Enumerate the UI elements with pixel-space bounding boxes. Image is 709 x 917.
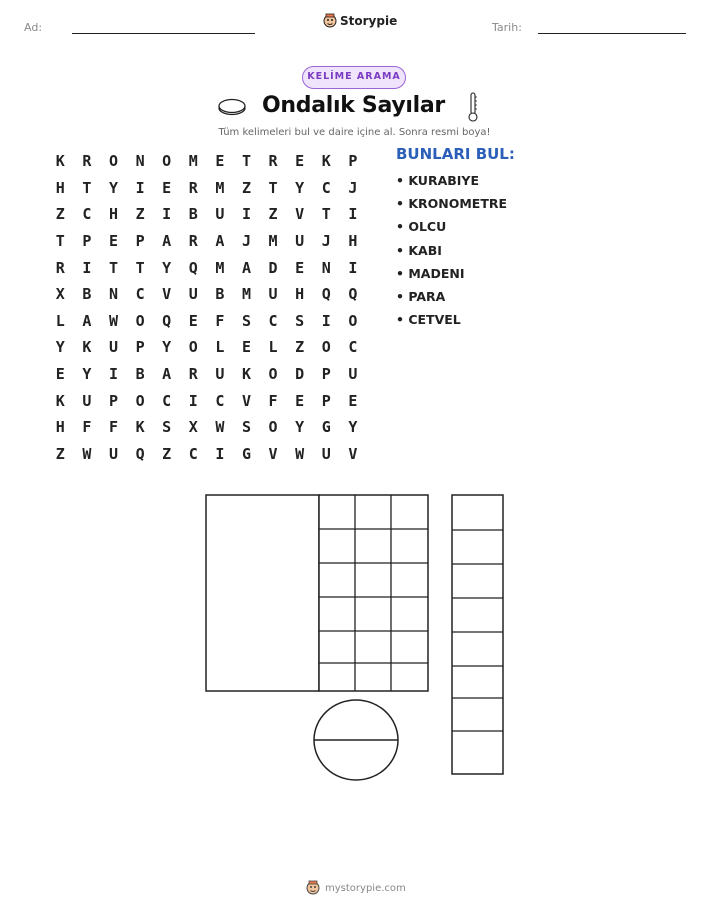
grid-letter: K bbox=[55, 391, 65, 410]
grid-letter: A bbox=[162, 365, 172, 384]
word-item: • KRONOMETRE bbox=[396, 196, 508, 212]
grid-letter: Y bbox=[295, 418, 305, 437]
grid-letter: M bbox=[241, 285, 251, 304]
grid-letter: C bbox=[188, 444, 198, 463]
grid-letter: V bbox=[268, 444, 278, 463]
grid-letter: A bbox=[82, 311, 92, 330]
grid-letter: B bbox=[82, 285, 92, 304]
storypie-mascot-icon bbox=[306, 880, 320, 896]
grid-letter: I bbox=[348, 258, 358, 277]
grid-letter: T bbox=[268, 178, 278, 197]
grid-letter: U bbox=[188, 285, 198, 304]
grid-letter: Y bbox=[348, 418, 358, 437]
grid-letter: F bbox=[82, 418, 92, 437]
grid-letter: K bbox=[82, 338, 92, 357]
grid-letter: I bbox=[215, 444, 225, 463]
grid-letter: U bbox=[215, 205, 225, 224]
grid-letter: Z bbox=[135, 205, 145, 224]
grid-letter: Y bbox=[162, 338, 172, 357]
grid-letter: P bbox=[82, 232, 92, 251]
grid-letter: O bbox=[268, 418, 278, 437]
grid-letter: O bbox=[162, 152, 172, 171]
grid-letter: L bbox=[215, 338, 225, 357]
grid-letter: B bbox=[188, 205, 198, 224]
grid-letter: V bbox=[348, 444, 358, 463]
grid-letter: Y bbox=[162, 258, 172, 277]
grid-letter: T bbox=[321, 205, 331, 224]
grid-letter: Y bbox=[55, 338, 65, 357]
grid-letter: T bbox=[241, 152, 251, 171]
grid-letter: L bbox=[55, 311, 65, 330]
name-label: Ad: bbox=[24, 21, 43, 34]
tenths-column bbox=[452, 495, 503, 774]
grid-letter: V bbox=[162, 285, 172, 304]
grid-letter: Y bbox=[82, 365, 92, 384]
grid-letter: E bbox=[348, 391, 358, 410]
grid-letter: J bbox=[348, 178, 358, 197]
word-list-title: BUNLARI BUL: bbox=[396, 145, 515, 163]
word-item: • PARA bbox=[396, 288, 446, 304]
grid-letter: P bbox=[321, 365, 331, 384]
grid-letter: C bbox=[82, 205, 92, 224]
grid-letter: H bbox=[55, 418, 65, 437]
grid-letter: S bbox=[241, 418, 251, 437]
grid-letter: P bbox=[108, 391, 118, 410]
grid-letter: I bbox=[108, 365, 118, 384]
grid-letter: P bbox=[135, 232, 145, 251]
whole-block bbox=[206, 495, 319, 691]
grid-letter: H bbox=[108, 205, 118, 224]
grid-letter: H bbox=[348, 232, 358, 251]
grid-letter: E bbox=[295, 258, 305, 277]
grid-letter: V bbox=[295, 205, 305, 224]
grid-letter: R bbox=[188, 232, 198, 251]
grid-letter: A bbox=[241, 258, 251, 277]
grid-letter: O bbox=[108, 152, 118, 171]
grid-letter: G bbox=[321, 418, 331, 437]
word-item: • MADENI bbox=[396, 265, 465, 281]
grid-letter: P bbox=[321, 391, 331, 410]
grid-letter: O bbox=[135, 311, 145, 330]
grid-letter: K bbox=[55, 152, 65, 171]
grid-letter: X bbox=[188, 418, 198, 437]
grid-letter: U bbox=[82, 391, 92, 410]
grid-letter: Z bbox=[55, 444, 65, 463]
grid-letter: H bbox=[295, 285, 305, 304]
grid-letter: C bbox=[348, 338, 358, 357]
grid-letter: T bbox=[108, 258, 118, 277]
grid-letter: I bbox=[241, 205, 251, 224]
grid-letter: O bbox=[268, 365, 278, 384]
grid-letter: C bbox=[135, 285, 145, 304]
grid-letter: Y bbox=[295, 178, 305, 197]
grid-letter: C bbox=[268, 311, 278, 330]
footer-url: mystorypie.com bbox=[325, 882, 406, 894]
grid-letter: R bbox=[188, 365, 198, 384]
grid-letter: U bbox=[295, 232, 305, 251]
grid-letter: C bbox=[215, 391, 225, 410]
grid-letter: A bbox=[162, 232, 172, 251]
grid-letter: I bbox=[321, 311, 331, 330]
instructions: Tüm kelimeleri bul ve daire içine al. Sonra resmi boya! bbox=[218, 127, 491, 138]
grid-letter: E bbox=[295, 152, 305, 171]
grid-letter: D bbox=[268, 258, 278, 277]
grid-letter: I bbox=[162, 205, 172, 224]
grid-letter: E bbox=[55, 365, 65, 384]
grid-letter: S bbox=[295, 311, 305, 330]
grid-letter: I bbox=[135, 178, 145, 197]
grid-letter: N bbox=[135, 152, 145, 171]
grid-letter: Q bbox=[162, 311, 172, 330]
grid-letter: M bbox=[188, 152, 198, 171]
grid-letter: Z bbox=[55, 205, 65, 224]
grid-letter: R bbox=[268, 152, 278, 171]
grid-letter: B bbox=[215, 285, 225, 304]
grid-letter: A bbox=[215, 232, 225, 251]
grid-letter: E bbox=[215, 152, 225, 171]
grid-letter: W bbox=[295, 444, 305, 463]
grid-letter: Z bbox=[268, 205, 278, 224]
grid-letter: Q bbox=[321, 285, 331, 304]
grid-letter: M bbox=[268, 232, 278, 251]
grid-letter: Q bbox=[135, 444, 145, 463]
grid-letter: M bbox=[215, 178, 225, 197]
tenths-block bbox=[319, 495, 428, 691]
grid-letter: U bbox=[268, 285, 278, 304]
grid-letter: U bbox=[348, 365, 358, 384]
grid-letter: B bbox=[135, 365, 145, 384]
grid-letter: E bbox=[295, 391, 305, 410]
date-label: Tarih: bbox=[492, 21, 522, 34]
grid-letter: W bbox=[108, 311, 118, 330]
grid-letter: H bbox=[55, 178, 65, 197]
grid-letter: P bbox=[135, 338, 145, 357]
grid-letter: U bbox=[215, 365, 225, 384]
grid-letter: Q bbox=[348, 285, 358, 304]
word-item: • KABI bbox=[396, 242, 442, 258]
grid-letter: L bbox=[268, 338, 278, 357]
grid-letter: N bbox=[108, 285, 118, 304]
grid-letter: J bbox=[321, 232, 331, 251]
grid-letter: O bbox=[321, 338, 331, 357]
grid-letter: R bbox=[188, 178, 198, 197]
grid-letter: M bbox=[215, 258, 225, 277]
grid-letter: Z bbox=[295, 338, 305, 357]
half-circle-shape bbox=[314, 700, 398, 780]
grid-letter: U bbox=[321, 444, 331, 463]
word-item: • CETVEL bbox=[396, 312, 461, 328]
grid-letter: E bbox=[241, 338, 251, 357]
grid-letter: U bbox=[108, 338, 118, 357]
grid-letter: Z bbox=[241, 178, 251, 197]
grid-letter: I bbox=[348, 205, 358, 224]
grid-letter: X bbox=[55, 285, 65, 304]
grid-letter: R bbox=[55, 258, 65, 277]
grid-letter: T bbox=[55, 232, 65, 251]
grid-letter: W bbox=[82, 444, 92, 463]
grid-letter: Y bbox=[108, 178, 118, 197]
grid-letter: E bbox=[188, 311, 198, 330]
grid-letter: S bbox=[162, 418, 172, 437]
grid-letter: T bbox=[82, 178, 92, 197]
word-item: • OLCU bbox=[396, 219, 447, 235]
grid-letter: C bbox=[162, 391, 172, 410]
grid-letter: J bbox=[241, 232, 251, 251]
activity-badge: KELİME ARAMA bbox=[302, 66, 406, 89]
grid-letter: Q bbox=[188, 258, 198, 277]
grid-letter: C bbox=[321, 178, 331, 197]
grid-letter: F bbox=[215, 311, 225, 330]
grid-letter: V bbox=[241, 391, 251, 410]
grid-letter: P bbox=[348, 152, 358, 171]
grid-letter: K bbox=[321, 152, 331, 171]
grid-letter: G bbox=[241, 444, 251, 463]
page-title: Ondalık Sayılar bbox=[262, 93, 445, 118]
grid-letter: W bbox=[215, 418, 225, 437]
brand-name: Storypie bbox=[340, 14, 398, 28]
grid-letter: K bbox=[135, 418, 145, 437]
grid-letter: F bbox=[268, 391, 278, 410]
grid-letter: N bbox=[321, 258, 331, 277]
grid-letter: O bbox=[135, 391, 145, 410]
grid-letter: O bbox=[188, 338, 198, 357]
grid-letter: I bbox=[188, 391, 198, 410]
grid-letter: T bbox=[135, 258, 145, 277]
grid-letter: Z bbox=[162, 444, 172, 463]
grid-letter: R bbox=[82, 152, 92, 171]
grid-letter: K bbox=[241, 365, 251, 384]
grid-letter: E bbox=[108, 232, 118, 251]
grid-letter: O bbox=[348, 311, 358, 330]
grid-letter: D bbox=[295, 365, 305, 384]
grid-letter: U bbox=[108, 444, 118, 463]
grid-letter: F bbox=[108, 418, 118, 437]
grid-letter: S bbox=[241, 311, 251, 330]
grid-letter: I bbox=[82, 258, 92, 277]
word-item: • KURABIYE bbox=[396, 173, 480, 188]
footer bbox=[306, 880, 406, 896]
grid-letter: E bbox=[162, 178, 172, 197]
